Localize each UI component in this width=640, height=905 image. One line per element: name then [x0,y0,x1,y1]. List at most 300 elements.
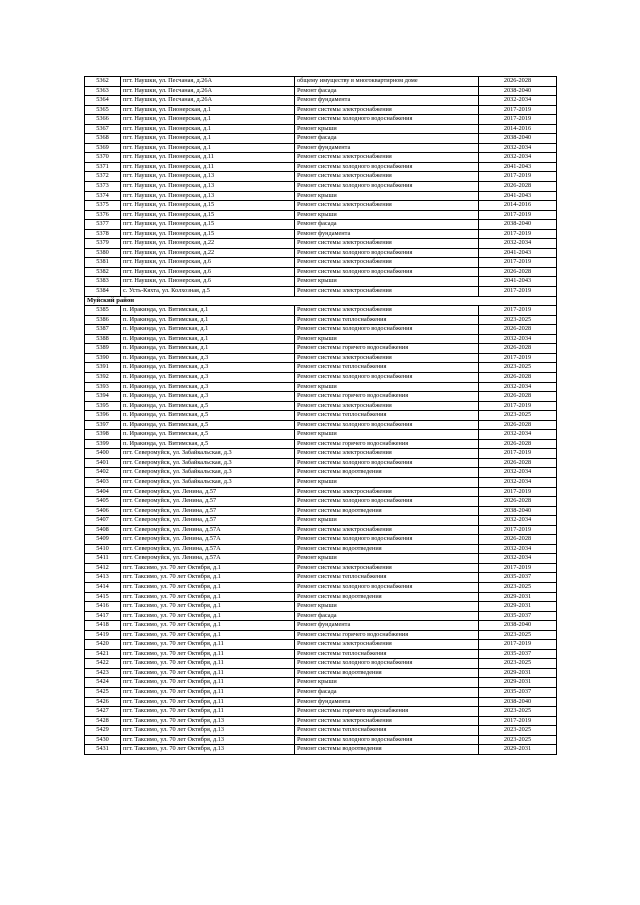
row-work-type: Ремонт системы водоотведения [295,468,479,478]
row-address: пгт. Наушки, ул. Пионерская, д.13 [121,191,295,201]
row-address: п. Иракинда, ул. Витимская, д.3 [121,353,295,363]
row-work-type: Ремонт системы холодного водоснабжения [295,182,479,192]
row-address: пгт. Северомуйск, ул. Ленина, д.57А [121,535,295,545]
row-period: 2026-2028 [479,420,557,430]
row-work-type: Ремонт системы электроснабжения [295,105,479,115]
row-period: 2038-2040 [479,697,557,707]
row-address: пгт. Наушки, ул. Пионерская, д.22 [121,239,295,249]
table-row [85,372,557,382]
row-number: 5409 [85,535,121,545]
row-address: пгт. Наушки, ул. Пионерская, д.6 [121,267,295,277]
row-number: 5396 [85,411,121,421]
row-work-type: Ремонт фасада [295,86,479,96]
table-row [85,535,557,545]
row-period: 2017-2019 [479,401,557,411]
row-period: 2017-2019 [479,287,557,297]
row-number: 5421 [85,649,121,659]
row-number: 5420 [85,640,121,650]
row-address: пгт. Наушки, ул. Песчаная, д.26А [121,86,295,96]
table-row [85,401,557,411]
row-period: 2035-2037 [479,649,557,659]
row-period: 2026-2028 [479,344,557,354]
section-title: Муйский район [85,296,557,306]
row-work-type: Ремонт крыши [295,430,479,440]
table-row [85,430,557,440]
table-row [85,363,557,373]
table-row [85,745,557,755]
row-number: 5391 [85,363,121,373]
row-work-type: Ремонт крыши [295,602,479,612]
table-row [85,325,557,335]
row-number: 5390 [85,353,121,363]
row-work-type: Ремонт фундамента [295,229,479,239]
row-period: 2023-2025 [479,315,557,325]
table-row [85,86,557,96]
row-address: пгт. Наушки, ул. Пионерская, д.1 [121,124,295,134]
row-address: с. Усть-Кяхта, ул. Колхозная, д.5 [121,287,295,297]
row-work-type: Ремонт системы холодного водоснабжения [295,497,479,507]
row-work-type: Ремонт фасада [295,220,479,230]
row-work-type: Ремонт системы электроснабжения [295,287,479,297]
table-row [85,105,557,115]
row-address: п. Иракинда, ул. Витимская, д.3 [121,382,295,392]
row-address: п. Иракинда, ул. Витимская, д.3 [121,392,295,402]
table-row [85,668,557,678]
row-number: 5395 [85,401,121,411]
row-work-type: Ремонт системы холодного водоснабжения [295,582,479,592]
row-period: 2032-2034 [479,153,557,163]
row-work-type: Ремонт крыши [295,334,479,344]
row-number: 5382 [85,267,121,277]
row-address: пгт. Таксимо, ул. 70 лет Октября, д.13 [121,745,295,755]
table-row [85,267,557,277]
table-row [85,506,557,516]
row-period: 2032-2034 [479,239,557,249]
row-address: пгт. Таксимо, ул. 70 лет Октября, д.1 [121,582,295,592]
row-work-type: Ремонт системы холодного водоснабжения [295,267,479,277]
row-number: 5387 [85,325,121,335]
row-work-type: Ремонт системы водоотведения [295,592,479,602]
row-address: пгт. Таксимо, ул. 70 лет Октября, д.1 [121,563,295,573]
row-address: пгт. Таксимо, ул. 70 лет Октября, д.11 [121,649,295,659]
row-address: пгт. Таксимо, ул. 70 лет Октября, д.13 [121,726,295,736]
row-work-type: Ремонт крыши [295,382,479,392]
row-work-type: Ремонт крыши [295,477,479,487]
table-row [85,239,557,249]
table-row [85,191,557,201]
row-period: 2017-2019 [479,563,557,573]
row-address: пгт. Наушки, ул. Пионерская, д.22 [121,248,295,258]
row-period: 2023-2025 [479,659,557,669]
row-work-type: Ремонт фасада [295,688,479,698]
row-address: пгт. Таксимо, ул. 70 лет Октября, д.11 [121,688,295,698]
row-period: 2032-2034 [479,334,557,344]
row-period: 2026-2028 [479,267,557,277]
row-period: 2026-2028 [479,182,557,192]
row-address: пгт. Наушки, ул. Песчаная, д.26А [121,96,295,106]
row-number: 5375 [85,201,121,211]
row-address: пгт. Таксимо, ул. 70 лет Октября, д.1 [121,621,295,631]
row-work-type: Ремонт системы холодного водоснабжения [295,458,479,468]
row-work-type: Ремонт системы теплоснабжения [295,726,479,736]
row-work-type: Ремонт системы теплоснабжения [295,649,479,659]
row-address: пгт. Наушки, ул. Пионерская, д.13 [121,172,295,182]
row-period: 2035-2037 [479,611,557,621]
row-work-type: Ремонт системы холодного водоснабжения [295,115,479,125]
row-work-type: Ремонт системы электроснабжения [295,716,479,726]
row-address: пгт. Наушки, ул. Пионерская, д.1 [121,105,295,115]
row-number: 5423 [85,668,121,678]
table-row [85,210,557,220]
row-work-type: Ремонт системы электроснабжения [295,153,479,163]
table-row [85,544,557,554]
row-period: 2032-2034 [479,544,557,554]
row-address: пгт. Таксимо, ул. 70 лет Октября, д.11 [121,668,295,678]
row-period: 2032-2034 [479,468,557,478]
row-period: 2017-2019 [479,353,557,363]
row-period: 2032-2034 [479,430,557,440]
row-work-type: Ремонт системы холодного водоснабжения [295,420,479,430]
row-work-type: Ремонт системы электроснабжения [295,449,479,459]
row-number: 5371 [85,162,121,172]
table-body [85,77,557,755]
row-period: 2026-2028 [479,77,557,87]
row-number: 5380 [85,248,121,258]
row-address: п. Иракинда, ул. Витимская, д.5 [121,401,295,411]
row-address: пгт. Наушки, ул. Пионерская, д.15 [121,201,295,211]
row-address: пгт. Наушки, ул. Пионерская, д.1 [121,143,295,153]
row-period: 2017-2019 [479,487,557,497]
table-row [85,248,557,258]
row-period: 2023-2025 [479,630,557,640]
row-address: п. Иракинда, ул. Витимская, д.3 [121,363,295,373]
row-address: п. Иракинда, ул. Витимская, д.1 [121,344,295,354]
row-work-type: Ремонт системы электроснабжения [295,306,479,316]
row-address: пгт. Северомуйск, ул. Ленина, д.57 [121,497,295,507]
row-address: пгт. Наушки, ул. Пионерская, д.6 [121,277,295,287]
row-address: п. Иракинда, ул. Витимская, д.3 [121,372,295,382]
row-number: 5426 [85,697,121,707]
table-row [85,592,557,602]
row-number: 5416 [85,602,121,612]
row-work-type: Ремонт системы холодного водоснабжения [295,248,479,258]
row-work-type: Ремонт системы электроснабжения [295,525,479,535]
row-period: 2023-2025 [479,735,557,745]
row-work-type: Ремонт системы электроснабжения [295,487,479,497]
row-work-type: Ремонт системы горячего водоснабжения [295,392,479,402]
table-row [85,134,557,144]
row-work-type: Ремонт крыши [295,554,479,564]
table-row [85,525,557,535]
row-number: 5401 [85,458,121,468]
row-work-type: Ремонт крыши [295,210,479,220]
row-number: 5412 [85,563,121,573]
row-work-type: Ремонт крыши [295,124,479,134]
row-work-type: Ремонт фундамента [295,621,479,631]
row-period: 2017-2019 [479,716,557,726]
row-address: пгт. Таксимо, ул. 70 лет Октября, д.1 [121,573,295,583]
row-work-type: Ремонт системы холодного водоснабжения [295,659,479,669]
table-row [85,487,557,497]
row-work-type: Ремонт системы электроснабжения [295,172,479,182]
row-address: пгт. Северомуйск, ул. Забайкальская, д.3 [121,449,295,459]
row-work-type: Ремонт системы водоотведения [295,745,479,755]
table-row [85,315,557,325]
row-work-type: Ремонт системы холодного водоснабжения [295,372,479,382]
row-work-type: Ремонт системы электроснабжения [295,401,479,411]
row-address: пгт. Наушки, ул. Пионерская, д.15 [121,220,295,230]
row-address: пгт. Северомуйск, ул. Забайкальская, д.3 [121,468,295,478]
row-number: 5406 [85,506,121,516]
table-row [85,554,557,564]
row-number: 5370 [85,153,121,163]
row-period: 2017-2019 [479,115,557,125]
row-period: 2023-2025 [479,582,557,592]
row-address: пгт. Северомуйск, ул. Ленина, д.57А [121,525,295,535]
row-number: 5362 [85,77,121,87]
table-row [85,630,557,640]
row-work-type: Ремонт системы холодного водоснабжения [295,535,479,545]
row-number: 5384 [85,287,121,297]
row-address: п. Иракинда, ул. Витимская, д.5 [121,411,295,421]
row-work-type: Ремонт системы электроснабжения [295,239,479,249]
row-address: п. Иракинда, ул. Витимская, д.1 [121,334,295,344]
row-period: 2017-2019 [479,229,557,239]
row-address: пгт. Таксимо, ул. 70 лет Октября, д.11 [121,659,295,669]
row-work-type: Ремонт системы электроснабжения [295,563,479,573]
row-work-type: Ремонт системы электроснабжения [295,201,479,211]
row-work-type: Ремонт системы электроснабжения [295,258,479,268]
row-number: 5413 [85,573,121,583]
row-address: п. Иракинда, ул. Витимская, д.1 [121,306,295,316]
row-work-type: Ремонт системы горячего водоснабжения [295,439,479,449]
row-number: 5379 [85,239,121,249]
table-row [85,563,557,573]
row-period: 2017-2019 [479,210,557,220]
row-number: 5398 [85,430,121,440]
table-row [85,516,557,526]
table-row [85,716,557,726]
row-period: 2029-2031 [479,745,557,755]
row-number: 5405 [85,497,121,507]
row-number: 5428 [85,716,121,726]
table-row [85,153,557,163]
row-period: 2023-2025 [479,411,557,421]
row-period: 2029-2031 [479,592,557,602]
row-number: 5392 [85,372,121,382]
row-address: п. Иракинда, ул. Витимская, д.1 [121,325,295,335]
row-period: 2017-2019 [479,258,557,268]
row-period: 2035-2037 [479,688,557,698]
row-number: 5397 [85,420,121,430]
row-number: 5419 [85,630,121,640]
row-period: 2029-2031 [479,602,557,612]
row-number: 5429 [85,726,121,736]
table-row [85,172,557,182]
row-work-type: Ремонт крыши [295,277,479,287]
row-work-type: Ремонт системы теплоснабжения [295,363,479,373]
row-address: пгт. Наушки, ул. Пионерская, д.11 [121,153,295,163]
table-row [85,258,557,268]
row-number: 5414 [85,582,121,592]
row-address: пгт. Северомуйск, ул. Ленина, д.57 [121,506,295,516]
row-number: 5364 [85,96,121,106]
row-period: 2026-2028 [479,439,557,449]
row-work-type: Ремонт фундамента [295,697,479,707]
row-period: 2026-2028 [479,458,557,468]
row-address: пгт. Наушки, ул. Пионерская, д.15 [121,229,295,239]
row-period: 2029-2031 [479,668,557,678]
row-address: пгт. Таксимо, ул. 70 лет Октября, д.11 [121,707,295,717]
row-work-type: Ремонт крыши [295,678,479,688]
table-row [85,344,557,354]
row-work-type: Ремонт системы теплоснабжения [295,573,479,583]
row-work-type: Ремонт фундамента [295,96,479,106]
table-row [85,420,557,430]
row-address: п. Иракинда, ул. Витимская, д.5 [121,420,295,430]
row-period: 2017-2019 [479,449,557,459]
row-number: 5373 [85,182,121,192]
row-address: пгт. Наушки, ул. Пионерская, д.15 [121,210,295,220]
table-row [85,468,557,478]
row-address: пгт. Таксимо, ул. 70 лет Октября, д.1 [121,630,295,640]
row-period: 2017-2019 [479,640,557,650]
row-number: 5393 [85,382,121,392]
row-number: 5388 [85,334,121,344]
table-row [85,707,557,717]
table-row [85,611,557,621]
row-address: пгт. Северомуйск, ул. Ленина, д.57А [121,544,295,554]
table-row [85,382,557,392]
row-number: 5366 [85,115,121,125]
table-row [85,143,557,153]
row-address: пгт. Наушки, ул. Песчаная, д.26А [121,77,295,87]
row-number: 5386 [85,315,121,325]
section-header-row [85,296,557,306]
table-row [85,726,557,736]
row-number: 5411 [85,554,121,564]
row-address: пгт. Северомуйск, ул. Забайкальская, д.3 [121,477,295,487]
row-work-type: Ремонт системы холодного водоснабжения [295,162,479,172]
table-row [85,439,557,449]
table-row [85,477,557,487]
row-period: 2038-2040 [479,220,557,230]
table-row [85,697,557,707]
row-address: пгт. Северомуйск, ул. Ленина, д.57А [121,554,295,564]
row-work-type: Ремонт фасада [295,611,479,621]
row-number: 5381 [85,258,121,268]
row-address: п. Иракинда, ул. Витимская, д.5 [121,430,295,440]
row-period: 2014-2016 [479,124,557,134]
row-number: 5385 [85,306,121,316]
row-work-type: Ремонт системы водоотведения [295,668,479,678]
row-work-type: Ремонт системы горячего водоснабжения [295,344,479,354]
row-address: пгт. Наушки, ул. Пионерская, д.11 [121,162,295,172]
table-row [85,688,557,698]
row-work-type: Ремонт системы теплоснабжения [295,315,479,325]
row-period: 2026-2028 [479,372,557,382]
table-row [85,201,557,211]
row-address: пгт. Северомуйск, ул. Ленина, д.57 [121,516,295,526]
row-work-type: общему имуществу в многоквартирном доме [295,77,479,87]
row-number: 5402 [85,468,121,478]
row-number: 5363 [85,86,121,96]
row-number: 5369 [85,143,121,153]
row-period: 2014-2016 [479,201,557,211]
row-number: 5389 [85,344,121,354]
row-period: 2026-2028 [479,325,557,335]
row-period: 2032-2034 [479,96,557,106]
row-number: 5425 [85,688,121,698]
table-row [85,124,557,134]
table-row [85,182,557,192]
row-period: 2017-2019 [479,525,557,535]
row-address: пгт. Таксимо, ул. 70 лет Октября, д.1 [121,592,295,602]
row-work-type: Ремонт системы холодного водоснабжения [295,735,479,745]
row-address: пгт. Таксимо, ул. 70 лет Октября, д.11 [121,697,295,707]
table-row [85,573,557,583]
row-work-type: Ремонт фундамента [295,143,479,153]
row-work-type: Ремонт системы электроснабжения [295,640,479,650]
row-period: 2026-2028 [479,535,557,545]
row-work-type: Ремонт системы теплоснабжения [295,411,479,421]
row-address: пгт. Наушки, ул. Пионерская, д.13 [121,182,295,192]
row-number: 5367 [85,124,121,134]
table-row [85,678,557,688]
row-period: 2023-2025 [479,707,557,717]
row-number: 5368 [85,134,121,144]
row-address: п. Иракинда, ул. Витимская, д.5 [121,439,295,449]
row-period: 2041-2043 [479,277,557,287]
capital-repair-schedule-table [84,76,557,755]
table-row [85,602,557,612]
table-row [85,458,557,468]
row-address: пгт. Таксимо, ул. 70 лет Октября, д.11 [121,678,295,688]
row-number: 5383 [85,277,121,287]
row-period: 2032-2034 [479,477,557,487]
row-work-type: Ремонт системы водоотведения [295,544,479,554]
row-number: 5372 [85,172,121,182]
row-number: 5415 [85,592,121,602]
row-address: пгт. Наушки, ул. Пионерская, д.6 [121,258,295,268]
row-period: 2041-2043 [479,248,557,258]
row-number: 5424 [85,678,121,688]
row-address: пгт. Таксимо, ул. 70 лет Октября, д.13 [121,716,295,726]
row-period: 2038-2040 [479,506,557,516]
row-work-type: Ремонт системы холодного водоснабжения [295,325,479,335]
table-row [85,162,557,172]
row-period: 2032-2034 [479,554,557,564]
row-period: 2032-2034 [479,143,557,153]
table-row [85,392,557,402]
row-number: 5422 [85,659,121,669]
row-period: 2017-2019 [479,306,557,316]
row-number: 5431 [85,745,121,755]
row-period: 2038-2040 [479,134,557,144]
row-address: п. Иракинда, ул. Витимская, д.1 [121,315,295,325]
table-row [85,306,557,316]
row-period: 2017-2019 [479,172,557,182]
row-address: пгт. Таксимо, ул. 70 лет Октября, д.1 [121,602,295,612]
row-work-type: Ремонт крыши [295,191,479,201]
table-row [85,659,557,669]
row-period: 2029-2031 [479,678,557,688]
row-address: пгт. Таксимо, ул. 70 лет Октября, д.13 [121,735,295,745]
row-number: 5394 [85,392,121,402]
row-work-type: Ремонт системы горячего водоснабжения [295,707,479,717]
row-number: 5400 [85,449,121,459]
row-period: 2032-2034 [479,516,557,526]
